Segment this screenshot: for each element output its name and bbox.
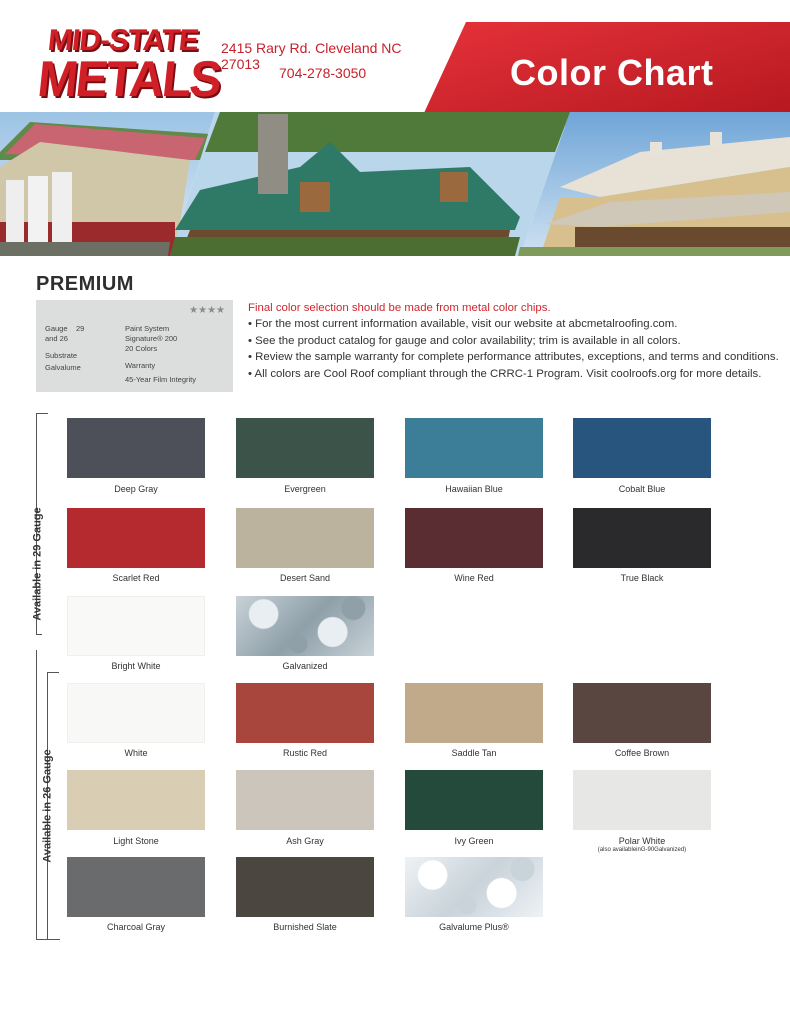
color-swatch-label: Coffee Brown xyxy=(614,748,670,758)
info-bullet: • See the product catalog for gauge and color availability; trim is available in all colors. xyxy=(248,335,681,347)
color-swatch-label: Charcoal Gray xyxy=(106,922,166,932)
color-swatch xyxy=(67,508,205,568)
color-swatch xyxy=(236,418,374,478)
color-swatch-label: Wine Red xyxy=(454,573,494,583)
color-swatch xyxy=(405,508,543,568)
paint-system-value: Signature® 200 xyxy=(125,334,178,343)
rating-stars: ★★★★ xyxy=(189,305,225,316)
color-swatch xyxy=(67,683,205,743)
color-swatch xyxy=(405,683,543,743)
section-title: PREMIUM xyxy=(36,273,134,295)
substrate-label: Substrate xyxy=(45,351,78,360)
color-swatch-label: Ash Gray xyxy=(286,836,324,846)
color-swatch-label: Hawaiian Blue xyxy=(445,484,503,494)
color-swatch-label: Rustic Red xyxy=(282,748,327,758)
colors-count: 20 Colors xyxy=(125,344,158,353)
color-swatch xyxy=(236,857,374,917)
photo-log-cabin xyxy=(170,112,570,256)
page-title: Color Chart xyxy=(510,52,714,93)
gauge-29-label: Available in 29 Gauge xyxy=(31,507,44,621)
color-swatch-label: Light Stone xyxy=(113,836,159,846)
color-swatch-label: Galvanized xyxy=(282,661,328,671)
color-swatch-label: Evergreen xyxy=(284,484,326,494)
info-bullet: • For the most current information available, visit our website at abcmetalroofing.com. xyxy=(248,318,678,330)
color-swatch xyxy=(573,508,711,568)
bracket-tick xyxy=(47,672,59,673)
color-swatch xyxy=(67,596,205,656)
color-swatch-label: Scarlet Red xyxy=(112,573,160,583)
color-swatch-label: Cobalt Blue xyxy=(618,484,666,494)
color-swatch xyxy=(236,596,374,656)
color-swatch-label: Saddle Tan xyxy=(451,748,497,758)
color-swatch xyxy=(573,418,711,478)
info-bullet: • Review the sample warranty for complete performance attributes, exceptions, and terms and conditions. xyxy=(248,351,779,363)
color-swatch xyxy=(405,857,543,917)
color-swatch-label: Bright White xyxy=(111,661,161,671)
color-swatch xyxy=(67,857,205,917)
building-photos xyxy=(0,112,790,256)
color-swatch xyxy=(236,508,374,568)
gauge-value: 29 xyxy=(76,324,85,333)
color-swatch-note: (also availableinG-90Galvanized) xyxy=(597,847,687,853)
color-swatch-label: Polar White xyxy=(618,836,666,846)
color-swatch-label: White xyxy=(124,748,148,758)
info-bullet: • All colors are Cool Roof compliant through the CRRC-1 Program. Visit coolroofs.org for more details. xyxy=(248,368,762,380)
color-swatch-label: Deep Gray xyxy=(114,484,158,494)
warranty-value: 45-Year Film Integrity xyxy=(125,375,197,384)
color-swatch-label: Burnished Slate xyxy=(273,922,337,932)
company-phone: 704-278-3050 xyxy=(279,65,367,81)
color-swatch-label: Desert Sand xyxy=(279,573,331,583)
spec-box xyxy=(36,300,233,392)
logo-text-line2: METALS xyxy=(35,51,223,108)
color-swatch xyxy=(405,418,543,478)
color-swatch xyxy=(236,683,374,743)
color-swatch xyxy=(573,770,711,830)
color-swatch xyxy=(573,683,711,743)
color-swatch-label: Ivy Green xyxy=(454,836,494,846)
color-chip-notice: Final color selection should be made from metal color chips. xyxy=(248,302,551,314)
color-swatch xyxy=(405,770,543,830)
gauge-label: Gauge xyxy=(45,324,68,333)
color-swatch-label: Galvalume Plus® xyxy=(439,922,509,932)
gauge-26-bracket-outer xyxy=(36,650,37,940)
bracket-tick xyxy=(36,634,42,635)
gauge-value-secondary: and 26 xyxy=(45,334,68,343)
substrate-value: Galvalume xyxy=(45,363,81,372)
bracket-tick xyxy=(36,939,60,940)
color-swatch xyxy=(67,770,205,830)
company-logo xyxy=(35,22,223,108)
gauge-26-label: Available in 26 Gauge xyxy=(41,749,54,863)
warranty-label: Warranty xyxy=(125,361,156,370)
color-swatch xyxy=(67,418,205,478)
paint-system-label: Paint System xyxy=(125,324,170,333)
bracket-tick xyxy=(36,413,48,414)
company-address: 2415 Rary Rd. Cleveland NC 27013 xyxy=(221,40,402,72)
logo-text-line1: MID-STATE xyxy=(46,24,200,57)
color-swatch-label: True Black xyxy=(620,573,664,583)
color-swatch xyxy=(236,770,374,830)
